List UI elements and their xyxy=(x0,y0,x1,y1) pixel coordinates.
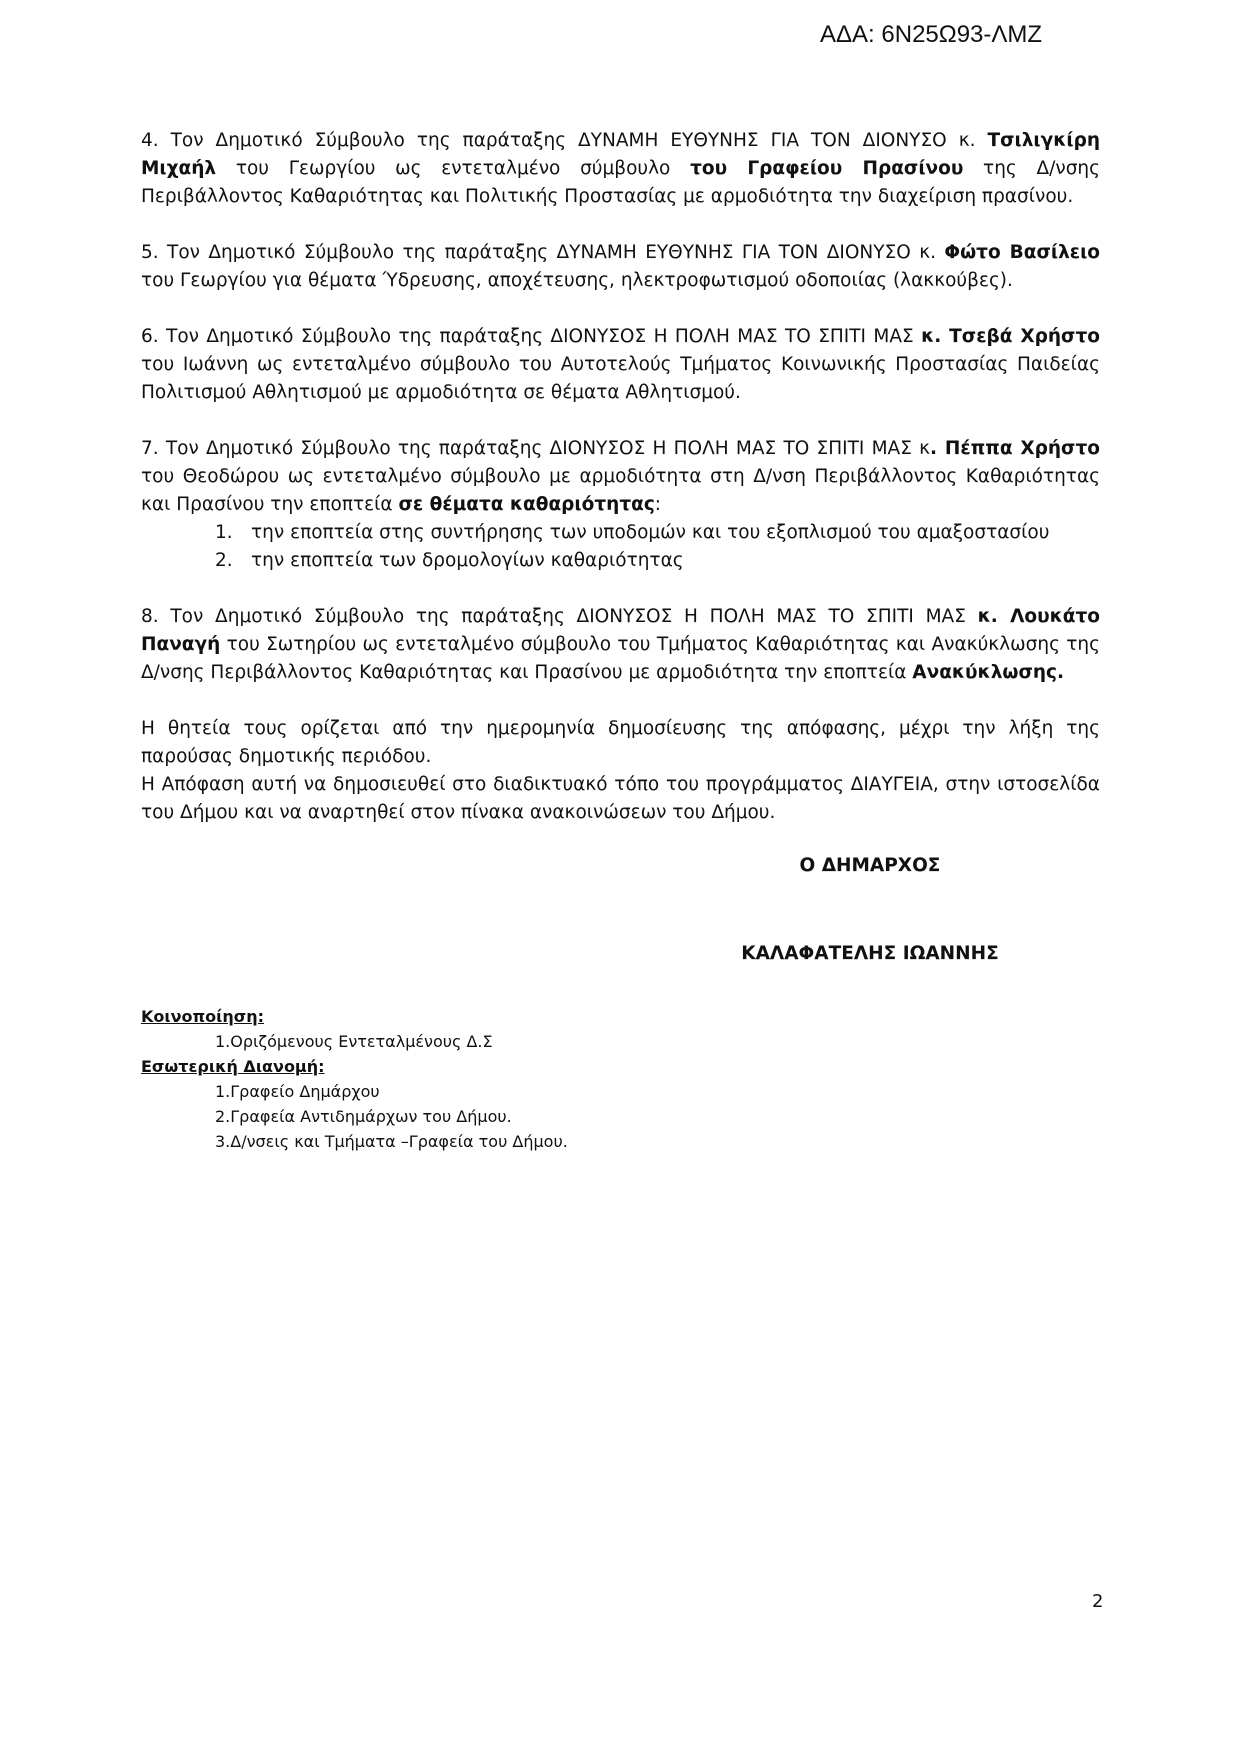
internal-distribution-item: 3.Δ/νσεις και Τμήματα –Γραφεία του Δήμου. xyxy=(215,1132,568,1151)
notification-header: Κοινοποίηση: xyxy=(141,1007,265,1026)
publish-paragraph: Η Απόφαση αυτή να δημοσιευθεί στο διαδικτυακό τόπο του προγράμματος ΔΙΑΥΓΕΙΑ, στην ιστοσελίδα του Δήμου και να αναρτηθεί στον πίνακα ανακοινώσεων του Δήμου. xyxy=(141,774,1100,823)
paragraph-text: του Γεωργίου για θέματα Ύδρευσης, αποχέτευσης, ηλεκτροφωτισμού οδοποιίας (λακκούβες). xyxy=(141,270,1013,291)
councillor-name: . Πέππα Χρήστο xyxy=(930,438,1100,459)
paragraph-text: : xyxy=(654,494,662,515)
paragraph-text: 6. Τον Δημοτικό Σύμβουλο της παράταξης ΔΙΟΝΥΣΟΣ Η ΠΟΛΗ ΜΑΣ ΤΟ ΣΠΙΤΙ ΜΑΣ xyxy=(141,326,922,347)
signature-name: ΚΑΛΑΦΑΤΕΛΗΣ ΙΩΑΝΝΗΣ xyxy=(741,943,999,964)
list-text: την εποπτεία στης συντήρησης των υποδομών και του εξοπλισμού του αμαξοστασίου xyxy=(251,522,1050,543)
paragraph-text: του Γεωργίου ως εντεταλμένο σύμβουλο xyxy=(216,158,691,179)
paragraph-text: 7. Τον Δημοτικό Σύμβουλο της παράταξης ΔΙΟΝΥΣΟΣ Η ΠΟΛΗ ΜΑΣ ΤΟ ΣΠΙΤΙ ΜΑΣ κ xyxy=(141,438,931,459)
responsibility-area: Ανακύκλωσης. xyxy=(912,662,1065,683)
councillor-name: Τσιλιγκίρη Μιχαήλ xyxy=(141,130,1100,179)
paragraph-text: 4. Τον Δημοτικό Σύμβουλο της παράταξης ΔΥΝΑΜΗ ΕΥΘΥΝΗΣ ΓΙΑ ΤΟΝ ΔΙΟΝΥΣΟ κ. xyxy=(141,130,988,151)
notification-item: 1.Οριζόμενους Εντεταλμένους Δ.Σ xyxy=(215,1032,493,1051)
term-paragraph: Η θητεία τους ορίζεται από την ημερομηνία δημοσίευσης της απόφασης, μέχρι την λήξη της παρούσας δημοτικής περιόδου. xyxy=(141,718,1100,767)
councillor-name: κ. Τσεβά Χρήστο xyxy=(921,326,1100,347)
list-number: 2. xyxy=(215,550,233,571)
paragraph-text: του Θεοδώρου ως εντεταλμένο σύμβουλο με αρμοδιότητα στη Δ/νση Περιβάλλοντος Καθαριότητας και Πρασίνου την εποπτεία xyxy=(141,466,1100,515)
councillor-name: κ. Λουκάτο Παναγή xyxy=(141,606,1100,655)
list-item xyxy=(215,519,1100,547)
page-number: 2 xyxy=(1092,1591,1104,1612)
internal-distribution-item: 2.Γραφεία Αντιδημάρχων του Δήμου. xyxy=(215,1107,512,1126)
ada-code: ΑΔΑ: 6Ν25Ω93-ΛΜΖ xyxy=(820,21,1043,48)
internal-distribution-item: 1.Γραφείο Δημάρχου xyxy=(215,1082,380,1101)
paragraph-5 xyxy=(141,239,1100,295)
internal-distribution-header: Εσωτερική Διανομή: xyxy=(141,1057,325,1076)
paragraph-text: 5. Τον Δημοτικό Σύμβουλο της παράταξης ΔΥΝΑΜΗ ΕΥΘΥΝΗΣ ΓΙΑ ΤΟΝ ΔΙΟΝΥΣΟ κ. xyxy=(141,242,945,263)
signature-title: Ο ΔΗΜΑΡΧΟΣ xyxy=(799,855,941,876)
list-text: την εποπτεία των δρομολογίων καθαριότητας xyxy=(251,550,684,571)
paragraph-text: 8. Τον Δημοτικό Σύμβουλο της παράταξης ΔΙΟΝΥΣΟΣ Η ΠΟΛΗ ΜΑΣ ΤΟ ΣΠΙΤΙ ΜΑΣ xyxy=(141,606,978,627)
responsibility-area: σε θέματα καθαριότητας xyxy=(398,494,655,515)
list-item xyxy=(215,547,1100,575)
distribution-block xyxy=(141,1004,568,1154)
document-body xyxy=(141,127,1100,827)
paragraph-6 xyxy=(141,323,1100,407)
list-number: 1. xyxy=(215,522,233,543)
office-name: του Γραφείου Πρασίνου xyxy=(690,158,964,179)
paragraph-text: του Ιωάννη ως εντεταλμένο σύμβουλο του Αυτοτελούς Τμήματος Κοινωνικής Προστασίας Παιδείας Πολιτισμού Αθλητισμού με αρμοδιότητα σε θέματα Αθλητισμού. xyxy=(141,354,1100,403)
councillor-name: Φώτο Βασίλειο xyxy=(944,242,1100,263)
paragraph-text: του Σωτηρίου ως εντεταλμένο σύμβουλο του Τμήματος Καθαριότητας και Ανακύκλωσης της Δ/νσης Περιβάλλοντος Καθαριότητας και Πρασίνου με αρμοδιότητα την εποπτεία xyxy=(141,634,1100,683)
paragraph-text: της Δ/νσης Περιβάλλοντος Καθαριότητας και Πολιτικής Προστασίας με αρμοδιότητα την διαχείριση πρασίνου. xyxy=(141,158,1100,207)
paragraph-4 xyxy=(141,127,1100,211)
paragraph-8 xyxy=(141,603,1100,687)
paragraph-7 xyxy=(141,435,1100,519)
